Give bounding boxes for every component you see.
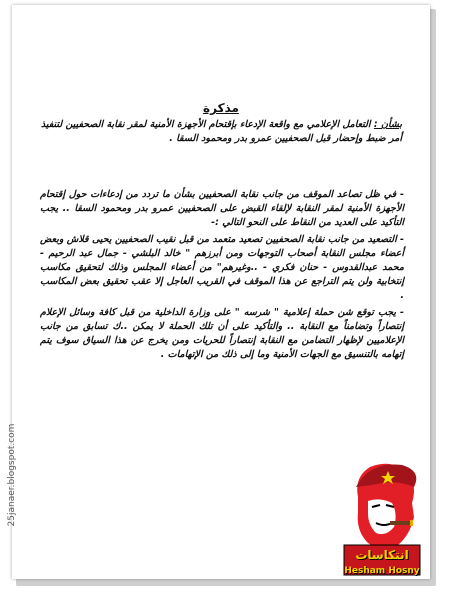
- paragraph-1: - في ظل تصاعد الموقف من جانب نقابة الصحفيين بشأن ما تردد من إدعاءات حول إقتحام الأجهزة الأمنية لمقر النقابة لإلقاء القبض على الصحفيين عمرو بدر ومحمود السقا .. يجب التأكيد على العديد من النقاط على النحو التالي :-: [40, 189, 404, 229]
- logo-english-text: Hesham Hosny: [344, 566, 420, 576]
- memo-body: [40, 188, 404, 364]
- subject-text: التعامل الإعلامي مع واقعة الإدعاء بإقتحام الأجهزة الأمنية لمقر نقابة الصحفيين لتنفيذ أمر ضبط وإحضار قبل الصحفيين عمرو بدر ومحمود السقا .: [40, 119, 402, 144]
- logo-arabic-text: انتكاسات: [355, 548, 409, 562]
- memo-title: مذكرة: [203, 101, 239, 115]
- memo-subject: [40, 118, 402, 145]
- subject-label: بشأن :: [373, 119, 402, 130]
- paragraph-3: - يجب توقع شن حملة إعلامية " شرسه " على وزارة الداخلية من قبل كافة وسائل الإعلام إنتصاراً وتضامناً مع النقابة .. والتأكيد على أن تلك الحملة لا يمكن ..ك تسابق من جانب الإعلاميين لإظهار التضامن مع النقابة إنتصاراً للحريات ومن يخرج عن هذا السياق سوف يتم إتهامه بالتنسيق مع الجهات الأمنية وما إلى ذلك من الإتهامات .: [40, 306, 404, 361]
- blog-watermark: [0, 0, 17, 599]
- watermark-text: 25janaer.blogspot.com: [7, 423, 17, 527]
- paragraph-2: - التصعيد من جانب نقابة الصحفيين تصعيد متعمد من قبل نقيب الصحفيين يحيى قلاش وبعض أعضاء مجلس النقابة أصحاب التوجهات ومن أبرزهم " خالد البلشي - جمال عبد الرحيم - محمد عبدالقدوس - حنان فكري - ..وغيرهم" من أعضاء المجلس وذلك لتحقيق مكاسب إنتخابية ولن يتم التراجع عن هذا الموقف في القريب العاجل إلا عقب تحقيق بعض المكاسب .: [40, 233, 404, 302]
